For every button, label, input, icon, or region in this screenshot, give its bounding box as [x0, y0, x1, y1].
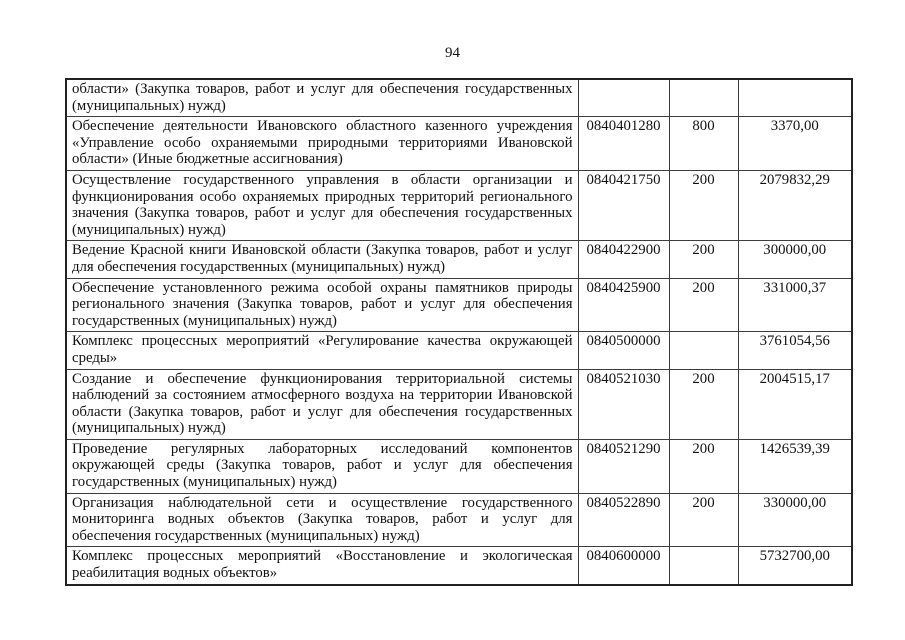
table-row	[66, 369, 852, 439]
amount-cell: 2079832,29	[738, 170, 852, 240]
expense-name-cell: Создание и обеспечение функционирования территориальной системы наблюдений за состоянием атмосферного воздуха на территории Ивановской области (Закупка товаров, работ и услуг для обеспечения государственных (муниципальных) нужд)	[66, 369, 578, 439]
expense-name-cell: области» (Закупка товаров, работ и услуг для обеспечения государственных (муниципальных) нужд)	[66, 79, 578, 117]
amount-cell: 330000,00	[738, 493, 852, 547]
amount-cell: 331000,37	[738, 278, 852, 332]
amount-cell	[738, 79, 852, 117]
target-code-cell: 0840421750	[578, 170, 669, 240]
target-code-cell: 0840600000	[578, 547, 669, 585]
expense-name-cell: Комплекс процессных мероприятий «Восстановление и экологическая реабилитация водных объектов»	[66, 547, 578, 585]
target-code-cell: 0840401280	[578, 117, 669, 171]
expense-type-code-cell	[669, 547, 738, 585]
amount-cell: 3370,00	[738, 117, 852, 171]
expense-name-cell: Обеспечение деятельности Ивановского областного казенного учреждения «Управление особо охраняемыми природными территориями Ивановской области» (Иные бюджетные ассигнования)	[66, 117, 578, 171]
expense-type-code-cell: 200	[669, 439, 738, 493]
target-code-cell: 0840521290	[578, 439, 669, 493]
expense-name-cell: Проведение регулярных лабораторных исследований компонентов окружающей среды (Закупка товаров, работ и услуг для обеспечения государственных (муниципальных) нужд)	[66, 439, 578, 493]
expense-type-code-cell: 200	[669, 241, 738, 278]
table-row	[66, 493, 852, 547]
amount-cell: 2004515,17	[738, 369, 852, 439]
table-row	[66, 170, 852, 240]
amount-cell: 300000,00	[738, 241, 852, 278]
amount-cell: 1426539,39	[738, 439, 852, 493]
expense-name-cell: Ведение Красной книги Ивановской области (Закупка товаров, работ и услуг для обеспечения государственных (муниципальных) нужд)	[66, 241, 578, 278]
expense-type-code-cell	[669, 79, 738, 117]
target-code-cell: 0840500000	[578, 332, 669, 369]
target-code-cell: 0840425900	[578, 278, 669, 332]
expense-name-cell: Осуществление государственного управления в области организации и функционирования особо охраняемых природных территорий регионального значения (Закупка товаров, работ и услуг для обеспечения государственных (муниципальных) нужд)	[66, 170, 578, 240]
expense-name-cell: Обеспечение установленного режима особой охраны памятников природы регионального значения (Закупка товаров, работ и услуг для обеспечения государственных (муниципальных) нужд)	[66, 278, 578, 332]
page-number: 94	[445, 45, 460, 61]
target-code-cell	[578, 79, 669, 117]
expense-name-cell: Комплекс процессных мероприятий «Регулирование качества окружающей среды»	[66, 332, 578, 369]
table-row	[66, 439, 852, 493]
expense-type-code-cell: 200	[669, 369, 738, 439]
expense-type-code-cell: 800	[669, 117, 738, 171]
expense-type-code-cell	[669, 332, 738, 369]
amount-cell: 5732700,00	[738, 547, 852, 585]
budget-table-body	[66, 79, 852, 585]
table-row	[66, 241, 852, 278]
amount-cell: 3761054,56	[738, 332, 852, 369]
expense-type-code-cell: 200	[669, 493, 738, 547]
target-code-cell: 0840522890	[578, 493, 669, 547]
table-row	[66, 332, 852, 369]
target-code-cell: 0840521030	[578, 369, 669, 439]
table-row	[66, 117, 852, 171]
budget-table	[65, 78, 853, 586]
expense-type-code-cell: 200	[669, 170, 738, 240]
table-row	[66, 79, 852, 117]
target-code-cell: 0840422900	[578, 241, 669, 278]
expense-name-cell: Организация наблюдательной сети и осуществление государственного мониторинга водных объектов (Закупка товаров, работ и услуг для обеспечения государственных (муниципальных) нужд)	[66, 493, 578, 547]
table-row	[66, 547, 852, 585]
expense-type-code-cell: 200	[669, 278, 738, 332]
table-row	[66, 278, 852, 332]
